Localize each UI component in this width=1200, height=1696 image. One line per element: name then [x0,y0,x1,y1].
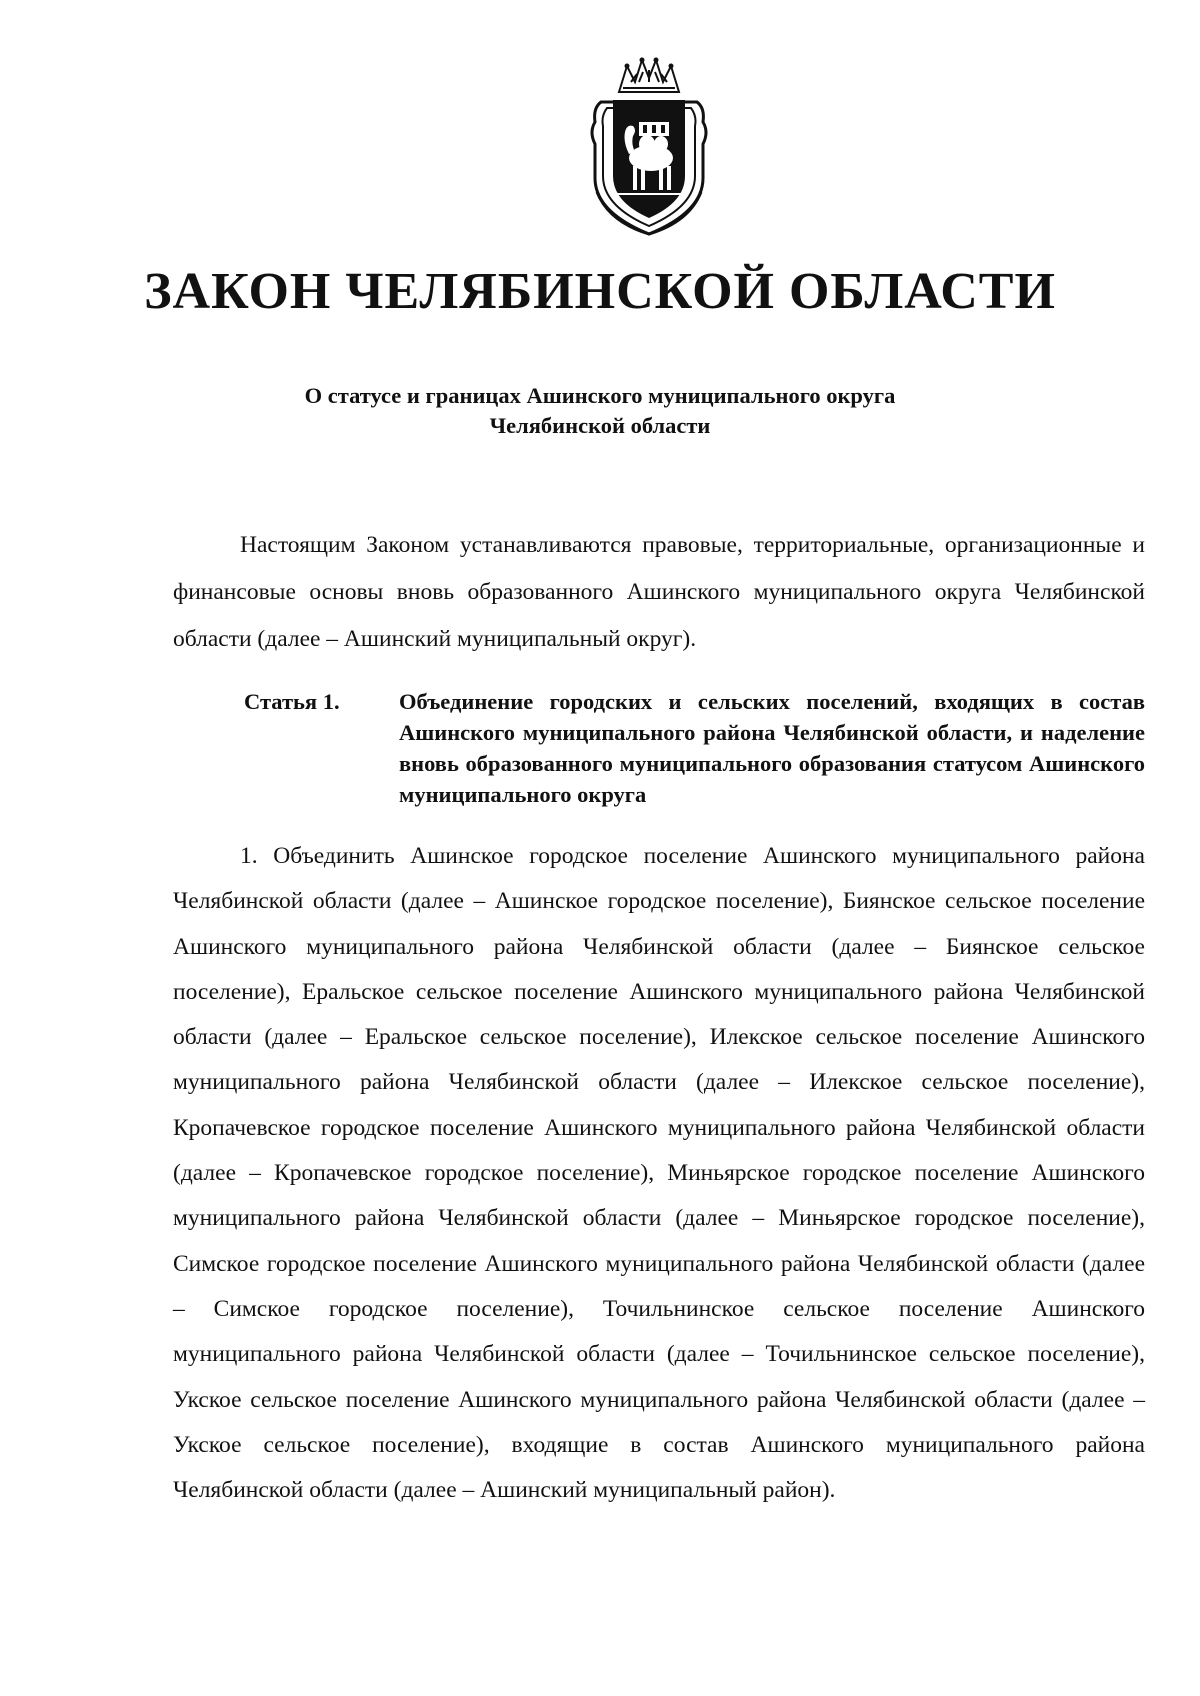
article-number: Статья 1. [244,689,340,714]
article-title: Объединение городских и сельских поселений, входящих в состав Ашинского муниципального района Челябинской области, и наделение вновь образованного муниципального образования статусом Ашинского муниципального округа [399,689,1145,807]
law-subtitle [0,381,1200,441]
preamble-paragraph: Настоящим Законом устанавливаются правовые, территориальные, организационные и финансовые основы вновь образованного Ашинского муниципального округа Челябинской области (далее – Ашинский муниципальный округ). [173,532,1145,652]
law-subtitle-line: О статусе и границах Ашинского муниципального округа [304,383,896,408]
coat-of-arms-icon [579,52,719,240]
law-title: ЗАКОН ЧЕЛЯБИНСКОЙ ОБЛАСТИ [144,263,1056,320]
law-subtitle-line: Челябинской области [489,413,711,438]
article-clause: 1. Объединить Ашинское городское поселение Ашинского муниципального района Челябинской области (далее – Ашинское городское поселение), Биянское сельское поселение Ашинского муниципального района Челябинской области (далее – Биянское сельское поселение), Еральское сельское поселение Ашинского муниципального района Челябинской области (далее – Еральское сельское поселение), Илекское сельское поселение Ашинского муниципального района Челябинской области (далее – Илекское сельское поселение), Кропачевское городское поселение Ашинского муниципального района Челябинской области (далее – Кропачевское городское поселение), Миньярское городское поселение Ашинского муниципального района Челябинской области (далее – Миньярское городское поселение), Симское городское поселение Ашинского муниципального района Челябинской области (далее – Симское городское поселение), Точильнинское сельское поселение Ашинского муниципального района Челябинской области (далее – Точильнинское сельское поселение), Укское сельское поселение Ашинского муниципального района Челябинской области (далее – Укское сельское поселение), входящие в состав Ашинского муниципального района Челябинской области (далее – Ашинский муниципальный район). [173,843,1145,1504]
